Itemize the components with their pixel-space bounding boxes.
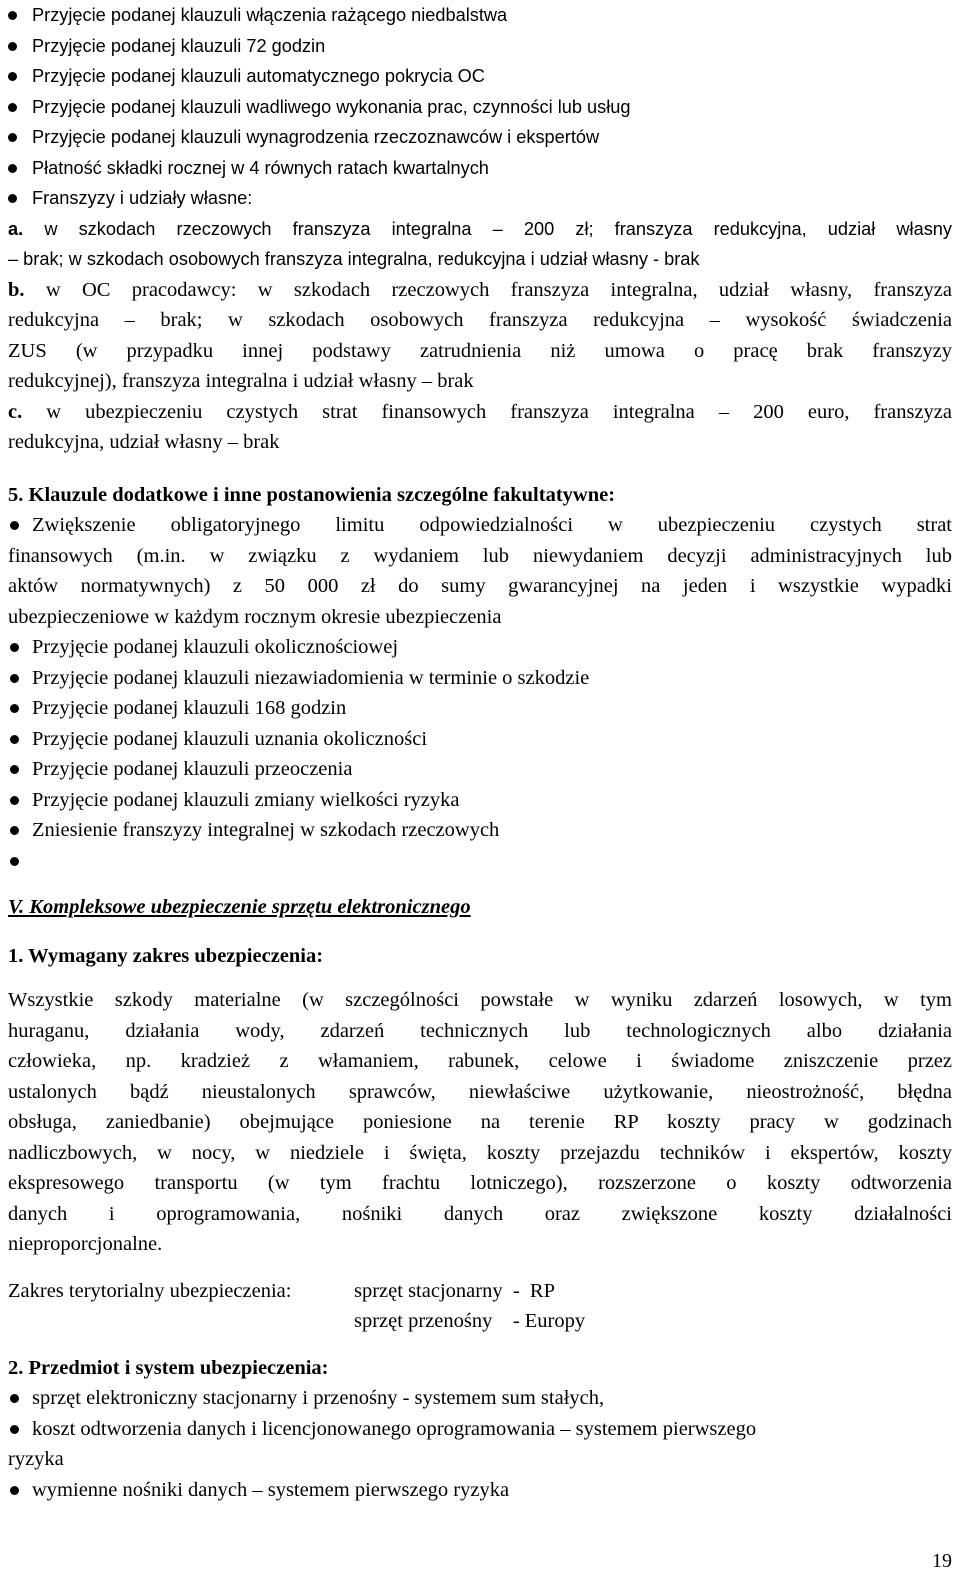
bullet-icon bbox=[8, 133, 17, 142]
bullet-icon bbox=[10, 643, 19, 652]
bullet-icon bbox=[10, 796, 19, 805]
bullet-icon bbox=[8, 72, 17, 81]
bullet-icon bbox=[8, 164, 17, 173]
list-item: Przyjęcie podanej klauzuli uznania okoliczności bbox=[8, 724, 952, 755]
list-item: Przyjęcie podanej klauzuli wadliwego wykonania prac, czynności lub usług bbox=[8, 92, 952, 123]
subsection-2-heading: 2. Przedmiot i system ubezpieczenia: bbox=[8, 1356, 329, 1379]
list-item: Przyjęcie podanej klauzuli przeoczenia bbox=[8, 754, 952, 785]
bullet-icon bbox=[10, 857, 19, 866]
bullet-icon bbox=[10, 674, 19, 683]
page-number: 19 bbox=[932, 1550, 952, 1572]
subsection-1-heading: 1. Wymagany zakres ubezpieczenia: bbox=[8, 944, 324, 967]
bullet-icon bbox=[10, 765, 19, 774]
bullet-icon bbox=[8, 11, 17, 20]
list-item: Przyjęcie podanej klauzuli wynagrodzenia rzeczoznawców i ekspertów bbox=[8, 122, 952, 153]
bullet-icon bbox=[10, 826, 19, 835]
bullet-icon bbox=[8, 42, 17, 51]
bullet-icon bbox=[10, 735, 19, 744]
bullet-icon bbox=[10, 1425, 19, 1434]
clause-list bbox=[8, 0, 952, 214]
deductible-a: a. w szkodach rzeczowych franszyza integralna – 200 zł; franszyza redukcyjna, udział własny – brak; w szkodach osobowych franszyza integralna, redukcyjna i udział własny - brak bbox=[8, 218, 952, 269]
list-item: Przyjęcie podanej klauzuli 168 godzin bbox=[8, 693, 952, 724]
bullet-icon bbox=[10, 1486, 19, 1495]
list-item: sprzęt elektroniczny stacjonarny i przenośny - systemem sum stałych, bbox=[8, 1383, 952, 1414]
bullet-icon bbox=[10, 704, 19, 713]
subject-list: sprzęt elektroniczny stacjonarny i przenośny - systemem sum stałych, koszt odtworzenia danych i licencjonowanego oprogramowania – systemem pierwszego ryzyka wymienne nośniki danych – systemem pierwszego ryzyka bbox=[8, 1383, 952, 1505]
bullet-icon bbox=[8, 194, 17, 203]
bullet-icon bbox=[8, 103, 17, 112]
list-item: Przyjęcie podanej klauzuli zmiany wielkości ryzyka bbox=[8, 785, 952, 816]
list-item: Zwiększenie obligatoryjnego limitu odpowiedzialności w ubezpieczeniu czystych strat bbox=[8, 510, 952, 541]
section-5-heading: 5. Klauzule dodatkowe i inne postanowienia szczególne fakultatywne: bbox=[8, 483, 616, 506]
deductible-c: c. w ubezpieczeniu czystych strat finansowych franszyza integralna – 200 euro, franszyza redukcyjna, udział własny – brak bbox=[8, 400, 953, 453]
scope-paragraph: Wszystkie szkody materialne (w szczególności powstałe w wyniku zdarzeń losowych, w tym huraganu, działania wody, zdarzeń technicznych lub technologicznych albo działania człowieka, np. kradzież z włamaniem, rabunek, celowe i świadome zniszczenie przez ustalonych bądź nieustalonych sprawców, niewłaściwe użytkowanie, nieostrożność, błędna obsługa, zaniedbanie) obejmujące poniesione na terenie RP koszty pracy w godzinach nadliczbowych, w nocy, w niedziele i święta, koszty przejazdu techników i ekspertów, koszty ekspresowego transportu (w tym frachtu lotniczego), rozszerzone o koszty odtworzenia danych i oprogramowania, nośniki danych oraz zwiększone koszty działalności nieproporcjonalne. bbox=[8, 989, 952, 1255]
bullet-icon bbox=[10, 521, 19, 530]
list-item: Przyjęcie podanej klauzuli automatycznego pokrycia OC bbox=[8, 61, 952, 92]
list-item: Przyjęcie podanej klauzuli 72 godzin bbox=[8, 31, 952, 62]
list-item: Zniesienie franszyzy integralnej w szkodach rzeczowych bbox=[8, 815, 952, 846]
list-item: koszt odtworzenia danych i licencjonowanego oprogramowania – systemem pierwszego bbox=[8, 1414, 952, 1445]
territorial-scope: Zakres terytorialny ubezpieczenia: sprzęt stacjonarny - RP sprzęt przenośny - Europy bbox=[8, 1279, 586, 1332]
document-page bbox=[8, 0, 952, 1505]
bullet-icon bbox=[10, 1394, 19, 1403]
section-5-list: Zwiększenie obligatoryjnego limitu odpowiedzialności w ubezpieczeniu czystych strat finansowych (m.in. w związku z wydaniem lub niewydaniem decyzji administracyjnych lub aktów normatywnych) z 50 000 zł do sumy gwarancyjnej na jeden i wszystkie wypadki ubezpieczeniowe w każdym rocznym okresie ubezpieczenia Przyjęcie podanej klauzuli okolicznościowej Przyjęcie podanej klauzuli niezawiadomienia w terminie o szkodzie Przyjęcie podanej klauzuli 168 godzin Przyjęcie podanej klauzuli uznania okoliczności Przyjęcie podanej klauzuli przeoczenia Przyjęcie podanej klauzuli zmiany wielkości ryzyka Zniesienie franszyzy integralnej w szkodach rzeczowych bbox=[8, 510, 952, 876]
section-v-title: V. Kompleksowe ubezpieczenie sprzętu elektronicznego bbox=[8, 896, 471, 918]
list-item: Przyjęcie podanej klauzuli niezawiadomienia w terminie o szkodzie bbox=[8, 663, 952, 694]
list-item: Franszyzy i udziały własne: bbox=[8, 183, 952, 214]
list-item bbox=[8, 846, 952, 877]
list-item: wymienne nośniki danych – systemem pierwszego ryzyka bbox=[8, 1475, 952, 1506]
list-item: Przyjęcie podanej klauzuli okolicznościowej bbox=[8, 632, 952, 663]
list-item: Przyjęcie podanej klauzuli włączenia rażącego niedbalstwa bbox=[8, 0, 952, 31]
list-item: Płatność składki rocznej w 4 równych ratach kwartalnych bbox=[8, 153, 952, 184]
deductible-b: b. w OC pracodawcy: w szkodach rzeczowych franszyza integralna, udział własny, franszyza redukcyjna – brak; w szkodach osobowych franszyza redukcyjna – wysokość świadczenia ZUS (w przypadku innej podstawy zatrudnienia niż umowa o pracę brak franszyzy redukcyjnej), franszyza integralna i udział własny – brak bbox=[8, 278, 952, 392]
